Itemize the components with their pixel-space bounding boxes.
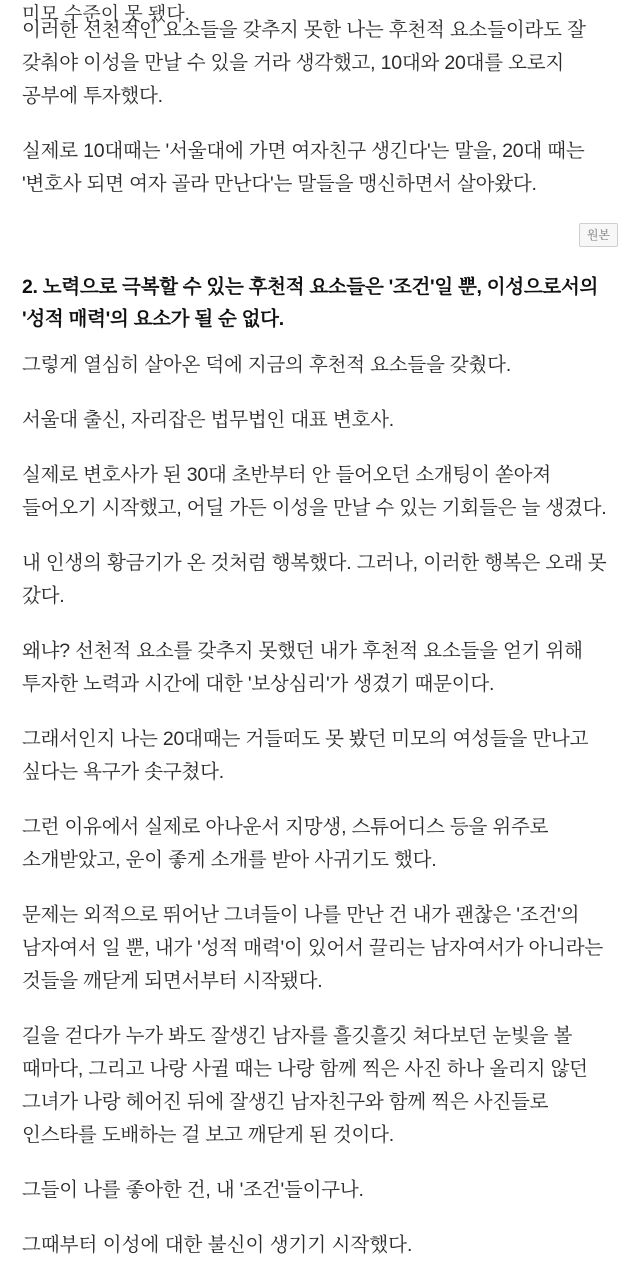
- article-body: [0, 14, 640, 1207]
- paragraph: 이러한 선천적인 요소들을 갖추지 못한 나는 후천적 요소들이라도 잘 갖춰야 이성을 만날 수 있을 거라 생각했고, 10대와 20대를 오로지 공부에 투자했다.: [22, 19, 586, 107]
- clipped-top-line: 미모 수준이 못 됐다.: [22, 4, 190, 25]
- paragraph: 그들이 나를 좋아한 건, 내 '조건'들이구나.: [22, 1179, 364, 1201]
- paragraph: 그렇게 열심히 살아온 덕에 지금의 후천적 요소들을 갖췄다.: [22, 354, 512, 376]
- paragraph: 길을 걷다가 누가 봐도 잘생긴 남자를 흘깃흘깃 쳐다보던 눈빛을 볼 때마다, 그리고 나랑 사귈 때는 나랑 함께 찍은 사진 하나 올리지 않던 그녀가 나랑 헤어진 뒤에 잘생긴 남자친구와 함께 찍은 사진들로 인스타를 도배하는 걸 보고 깨닫게 된 것이다.: [22, 1025, 588, 1146]
- paragraph: 내 인생의 황금기가 온 것처럼 행복했다. 그러나, 이러한 행복은 오래 못 갔다.: [22, 552, 607, 607]
- paragraph: 실제로 변호사가 된 30대 초반부터 안 들어오던 소개팅이 쏟아져 들어오기 시작했고, 어딜 가든 이성을 만날 수 있는 기회들은 늘 생겼다.: [22, 464, 607, 519]
- paragraph: 그런 이유에서 실제로 아나운서 지망생, 스튜어디스 등을 위주로 소개받았고, 운이 좋게 소개를 받아 사귀기도 했다.: [22, 816, 549, 871]
- original-source-badge[interactable]: 원본: [579, 223, 618, 247]
- paragraph: 그래서인지 나는 20대때는 거들떠도 못 봤던 미모의 여성들을 만나고 싶다는 욕구가 솟구쳤다.: [22, 728, 589, 783]
- section-heading: 2. 노력으로 극복할 수 있는 후천적 요소들은 '조건'일 뿐, 이성으로서의 '성적 매력'의 요소가 될 순 없다.: [22, 276, 599, 330]
- paragraph: 서울대 출신, 자리잡은 법무법인 대표 변호사.: [22, 409, 394, 431]
- source-badge-row: [22, 223, 618, 257]
- clipped-bottom-line: 그때부터 이성에 대한 불신이 생기기 시작했다.: [22, 1234, 413, 1256]
- paragraph: 왜냐? 선천적 요소를 갖추지 못했던 내가 후천적 요소들을 얻기 위해 투자한 노력과 시간에 대한 '보상심리'가 생겼기 때문이다.: [22, 640, 583, 695]
- paragraph: 문제는 외적으로 뛰어난 그녀들이 나를 만난 건 내가 괜찮은 '조건'의 남자여서 일 뿐, 내가 '성적 매력'이 있어서 끌리는 남자여서가 아니라는 것들을 깨닫게 되면서부터 시작됐다.: [22, 904, 604, 992]
- paragraph: 실제로 10대때는 '서울대에 가면 여자친구 생긴다'는 말을, 20대 때는 '변호사 되면 여자 골라 만난다'는 말들을 맹신하면서 살아왔다.: [22, 140, 585, 195]
